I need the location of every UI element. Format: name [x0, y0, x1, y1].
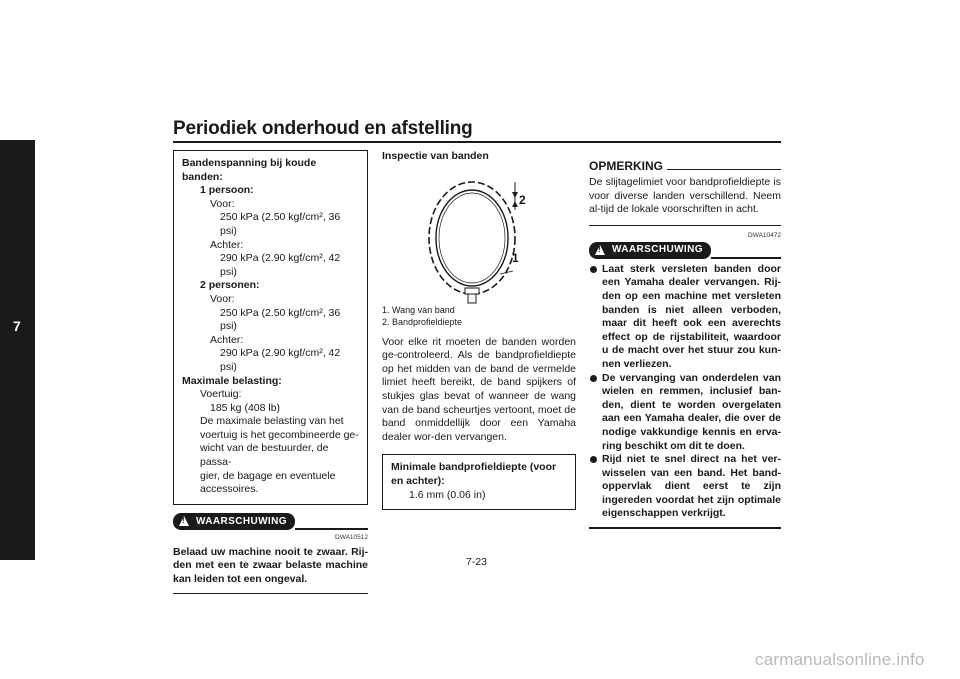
- tire-illustration: [382, 164, 576, 304]
- warning-code: DWA10472: [748, 231, 781, 239]
- spec-line: accessoires.: [200, 483, 259, 496]
- spec-line: De maximale belasting van het: [200, 415, 344, 428]
- spec-line: wicht van de bestuurder, de passa-: [200, 442, 329, 469]
- list-item: Rijd niet te snel direct na het ver-wisselen van een band. Het band-oppervlak dient eerst te zijn ingereden voordat het zijn optimale eigenschappen verkrijgt.: [589, 453, 781, 521]
- tire-figure: [382, 164, 576, 304]
- figure-label-1: 1: [512, 250, 519, 265]
- list-item: Laat sterk versleten banden door een Yamaha dealer vervangen. Rij-den op een machine met versleten banden is niet alleen verboden, maar dit heeft ook een averechts effect op de rijstabiliteit, waardoor u de macht over het stuur zou kun-nen verliezen.: [589, 263, 781, 372]
- inspection-body: Voor elke rit moeten de banden worden ge-controleerd. Als de bandprofieldiepte op het midden van de band de vermelde limiet heeft bereikt, de band spijkers of stukjes glas bevat of wanneer de wang van de band scheurtjes vertoont, moet de band onmiddellijk door een Yamaha dealer wor-den vervangen.: [382, 335, 576, 443]
- note-rule: [667, 169, 781, 170]
- warning-header: [173, 513, 368, 530]
- warning-triangle-icon: [179, 516, 189, 526]
- warning-triangle-icon: [595, 245, 605, 255]
- warning-bullet-list: [589, 263, 781, 521]
- spec-line: voertuig is het gecombineerde ge-: [200, 428, 359, 441]
- spec-line: Achter:: [210, 333, 244, 346]
- chapter-number: 7: [13, 318, 21, 334]
- note-header: [589, 159, 781, 173]
- page-number: 7-23: [466, 556, 488, 568]
- spec-value: 1.6 mm (0.06 in): [409, 488, 486, 501]
- spec-line: 1 persoon:: [200, 184, 254, 197]
- spec-line: 2 personen:: [200, 279, 260, 292]
- column-middle: [382, 150, 576, 510]
- column-right: [589, 150, 781, 529]
- spec-line: 185 kg (408 lb): [210, 401, 281, 414]
- warning-rule: [295, 528, 368, 530]
- warning-badge: [173, 513, 295, 530]
- page-title: Periodiek onderhoud en afstelling: [173, 118, 473, 139]
- tread-depth-spec-box: [382, 454, 576, 510]
- warning-label: WAARSCHUWING: [196, 515, 287, 527]
- warning-code: DWA10512: [335, 533, 368, 541]
- tire-pressure-spec-box: [173, 150, 368, 505]
- warning-end-rule: [589, 527, 781, 529]
- warning-header: [589, 242, 781, 259]
- spec-line: gier, de bagage en eventuele: [200, 469, 336, 482]
- spec-line: 290 kPa (2.90 kgf/cm², 42 psi): [220, 347, 341, 373]
- spec-line: 250 kPa (2.50 kgf/cm², 36 psi): [220, 211, 341, 237]
- note-end-rule: [589, 225, 781, 226]
- warning-badge: [589, 242, 711, 259]
- spec-line: Voor:: [210, 292, 235, 305]
- figure-label-2: 2: [519, 192, 526, 207]
- spec-line: Maximale belasting:: [182, 374, 282, 387]
- spec-title: Minimale bandprofieldiepte (voor en achter):: [391, 461, 557, 487]
- warning-end-rule: [173, 593, 368, 595]
- spec-line: Bandenspanning bij koude banden:: [182, 157, 317, 183]
- spec-line: Voor:: [210, 197, 235, 210]
- warning-text: Belaad uw machine nooit te zwaar. Rij-den met een te zwaar belaste machine kan leiden tot een ongeval.: [173, 545, 368, 586]
- chapter-tab: [0, 140, 35, 560]
- title-rule: [173, 141, 781, 143]
- note-text: De slijtagelimiet voor bandprofieldiepte is voor diverse landen verschillend. Neem al-tijd de lokale voorschriften in acht.: [589, 176, 781, 216]
- watermark: carmanualsonline.info: [755, 650, 925, 669]
- spec-line: Voertuig:: [200, 388, 242, 401]
- column-left: [173, 150, 368, 594]
- note-label: OPMERKING: [589, 159, 664, 173]
- figure-caption: 2. Bandprofieldiepte: [382, 316, 463, 327]
- list-item: De vervanging van onderdelen van wielen en remmen, inclusief ban-den, dient te worden overgelaten aan een Yamaha dealer, die over de nodige vakkundige kennis en erva-ring beschikt om dit te doen.: [589, 372, 781, 454]
- warning-rule: [711, 257, 781, 259]
- warning-label: WAARSCHUWING: [612, 244, 703, 256]
- spec-line: 290 kPa (2.90 kgf/cm², 42 psi): [220, 252, 341, 278]
- spec-line: 250 kPa (2.50 kgf/cm², 36 psi): [220, 306, 341, 333]
- figure-caption: 1. Wang van band: [382, 304, 455, 315]
- section-title: Inspectie van banden: [382, 150, 489, 162]
- spec-line: Achter:: [210, 238, 244, 251]
